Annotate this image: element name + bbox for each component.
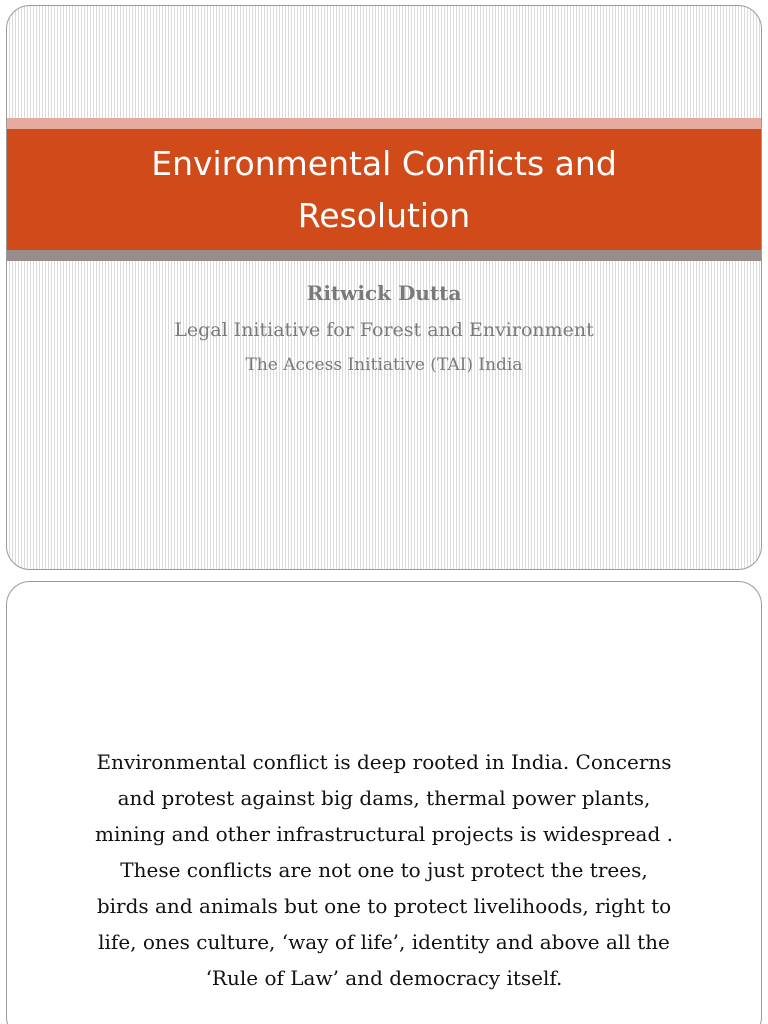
title-band bbox=[7, 129, 761, 250]
title-band-top-stripe bbox=[7, 118, 761, 129]
subtitle-block bbox=[7, 278, 761, 378]
organization-name: Legal Initiative for Forest and Environment bbox=[174, 319, 594, 341]
slide-body-text: Environmental conflict is deep rooted in India. Concerns and protest against big dams, thermal power plants, mining and other infrastructural projects is widespread . These conflicts are not one to just protect the trees, birds and animals but one to protect livelihoods, right to life, ones culture, ‘way of life’, identity and above all the ‘Rule of Law’ and democracy itself. bbox=[95, 750, 673, 990]
slide-title: Environmental Conflicts and Resolution bbox=[151, 143, 617, 235]
title-slide bbox=[6, 5, 762, 570]
author-name: Ritwick Dutta bbox=[306, 281, 462, 305]
initiative-name: The Access Initiative (TAI) India bbox=[245, 355, 523, 375]
title-band-bottom-stripe bbox=[7, 250, 761, 261]
content-slide bbox=[6, 581, 762, 1024]
